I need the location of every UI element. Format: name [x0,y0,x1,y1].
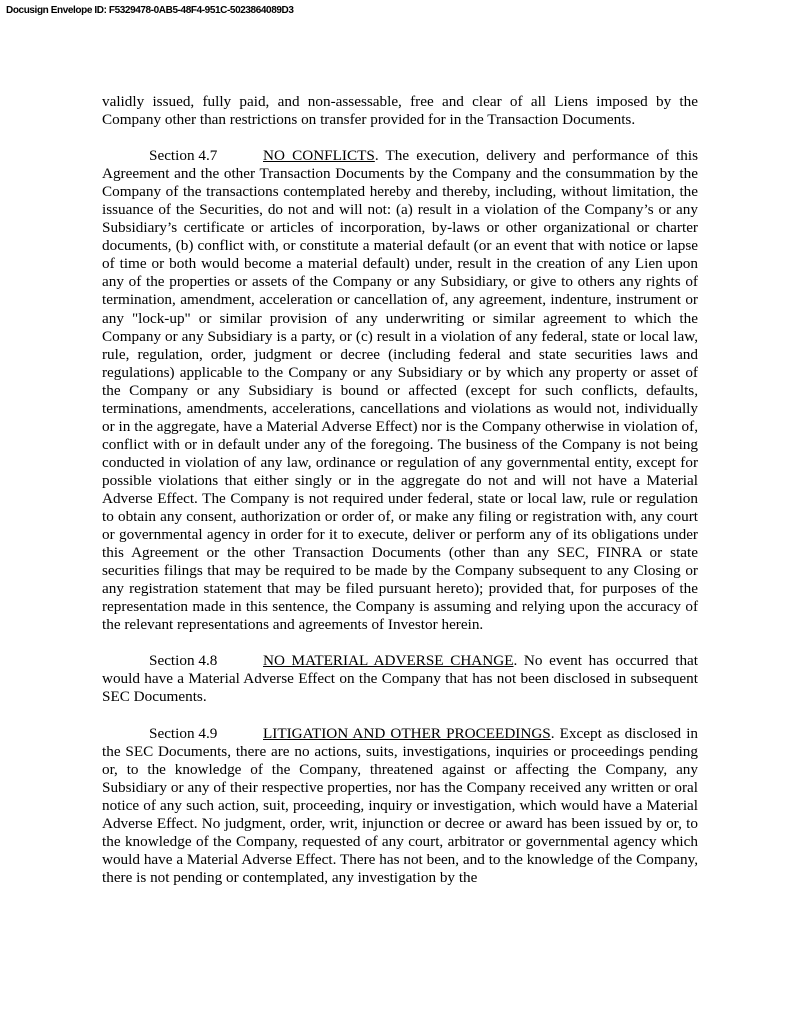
paragraph-text: . No event has occurred that would have a Material Adverse Effect on the Company that has not been disclosed in subsequent SEC Documents. [102,652,699,706]
document-body [102,93,698,905]
section-4-7-paragraph [102,147,698,634]
section-4-8-paragraph [102,652,698,706]
section-heading: LITIGATION AND OTHER PROCEEDINGS [263,724,551,742]
docusign-envelope-id: Docusign Envelope ID: F5329478-0AB5-48F4-951C-5023864089D3 [6,5,294,16]
paragraph-text: . The execution, delivery and performance of this Agreement and the other Transaction Documents by the Company and the consummation by the Company of the transactions contemplated hereby and thereby, including, without limitation, the issuance of the Securities, do not and will not: (a) result in a violation of the Company’s or any Subsidiary’s certificate or articles of incorporation, by-laws or other organizational or charter documents, (b) conflict with, or constitute a material default (or an event that with notice or lapse of time or both would become a material default) under, result in the creation of any Lien upon any of the properties or assets of the Company or any Subsidiary, or give to others any rights of termination, amendment, acceleration or cancellation of, any agreement, indenture, instrument or any "lock-up" or similar provision of any underwriting or similar agreement to which the Company or any Subsidiary is a party, or (c) result in a violation of any federal, state or local law, rule, regulation, order, judgment or decree (including federal and state securities laws and regulations) applicable to the Company or any Subsidiary or by which any property or asset of the Company or any Subsidiary is bound or affected (except for such conflicts, defaults, terminations, amendments, accelerations, cancellations and violations as would not, individually or in the aggregate, have a Material Adverse Effect) nor is the Company otherwise in violation of, conflict with or in default under any of the foregoing. The business of the Company is not being conducted in violation of any law, ordinance or regulation of any governmental entity, except for possible violations that either singly or in the aggregate do not and will not have a Material Adverse Effect. The Company is not required under federal, state or local law, rule or regulation to obtain any consent, authorization or order of, or make any filing or registration with, any court or governmental agency in order for it to execute, deliver or perform any of its obligations under this Agreement or the other Transaction Documents (other than any SEC, FINRA or state securities filings that may be required to be made by the Company subsequent to any Closing or any registration statement that may be filed pursuant hereto); provided that, for purposes of the representation made in this sentence, the Company is assuming and relying upon the accuracy of the relevant representations and agreements of Investor herein. [102,147,698,634]
paragraph-text: . Except as disclosed in the SEC Documents, there are no actions, suits, investigations, inquiries or proceedings pending or, to the knowledge of the Company, threatened against or affecting the Company, any Subsidiary or any of their respective properties, nor has the Company received any written or oral notice of any such action, suit, proceeding, inquiry or investigation, which would have a Material Adverse Effect. No judgment, order, writ, injunction or decree or award has been issued by or, to the knowledge of the Company, requested of any court, arbitrator or governmental agency which would have a Material Adverse Effect. There has not been, and to the knowledge of the Company, there is not pending or contemplated, any investigation by the [102,724,699,886]
section-heading: NO CONFLICTS [263,147,375,165]
section-heading: NO MATERIAL ADVERSE CHANGE [263,652,514,670]
section-number: Section 4.8 [149,652,218,670]
section-4-9-paragraph [102,725,698,887]
paragraph-text: validly issued, fully paid, and non-assessable, free and clear of all Liens imposed by the Company other than restrictions on transfer provided for in the Transaction Documents. [102,93,698,129]
section-number: Section 4.7 [149,147,218,165]
paragraph-continuation [102,93,698,129]
section-number: Section 4.9 [149,724,218,742]
